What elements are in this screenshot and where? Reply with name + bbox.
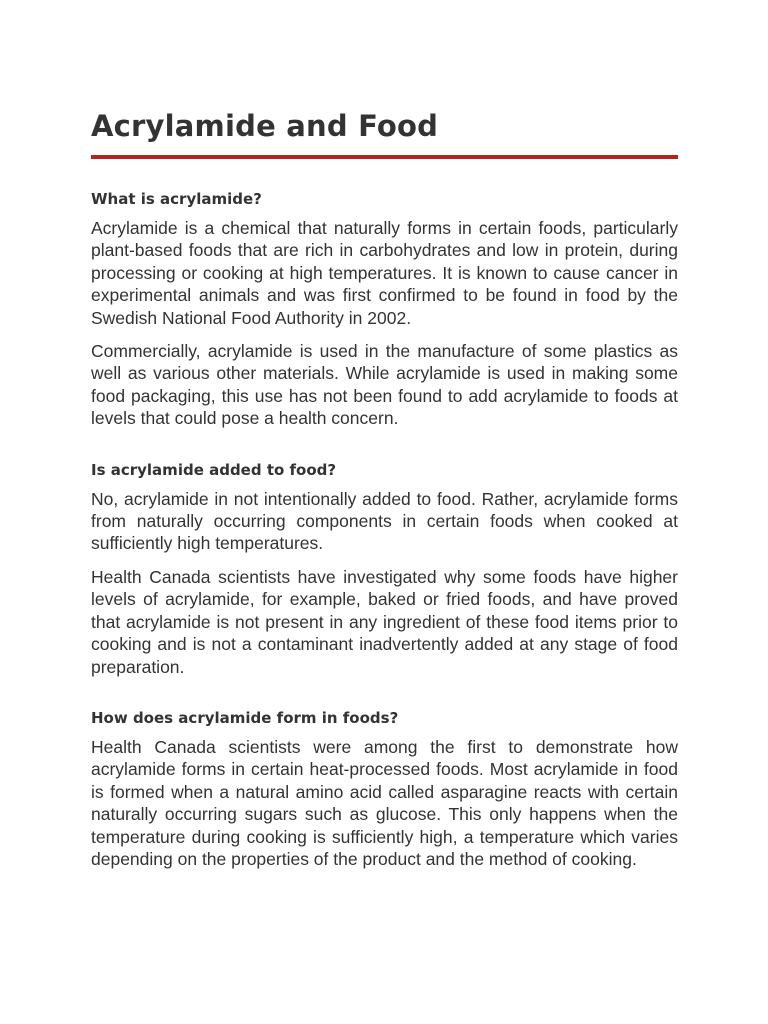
paragraph: Acrylamide is a chemical that naturally forms in certain foods, particularly plant-based foods that are rich in carbohydrates and low in protein, during processing or cooking at high temperatures. It is known to cause cancer in experimental animals and was first confirmed to be found in food by the Swedish National Food Authority in 2002. bbox=[91, 218, 678, 328]
title-divider bbox=[91, 155, 678, 159]
paragraph: Health Canada scientists were among the first to demonstrate how acrylamide forms in certain heat-processed foods. Most acrylamide in food is formed when a natural amino acid called asparagine reacts with certain naturally occurring sugars such as glucose. This only happens when the temperature during cooking is sufficiently high, a temperature which varies depending on the properties of the product and the method of cooking. bbox=[91, 736, 678, 869]
paragraph: Commercially, acrylamide is used in the manufacture of some plastics as well as various other materials. While acrylamide is used in making some food packaging, this use has not been found to add acrylamide to foods at levels that could pose a health concern. bbox=[91, 341, 678, 429]
page-title: Acrylamide and Food bbox=[91, 109, 439, 143]
section-heading-how-form: How does acrylamide form in foods? bbox=[91, 708, 399, 727]
paragraph: Health Canada scientists have investigated why some foods have higher levels of acrylamide, for example, baked or fried foods, and have proved that acrylamide is not present in any ingredient of these food items prior to cooking and is not a contaminant inadvertently added at any stage of food preparation. bbox=[91, 566, 678, 677]
paragraph: No, acrylamide in not intentionally added to food. Rather, acrylamide forms from naturally occurring components in certain foods when cooked at sufficiently high temperatures. bbox=[91, 488, 678, 554]
section-heading-added-to-food: Is acrylamide added to food? bbox=[91, 460, 337, 479]
section-heading-what-is: What is acrylamide? bbox=[91, 190, 262, 208]
document-page bbox=[91, 109, 678, 870]
